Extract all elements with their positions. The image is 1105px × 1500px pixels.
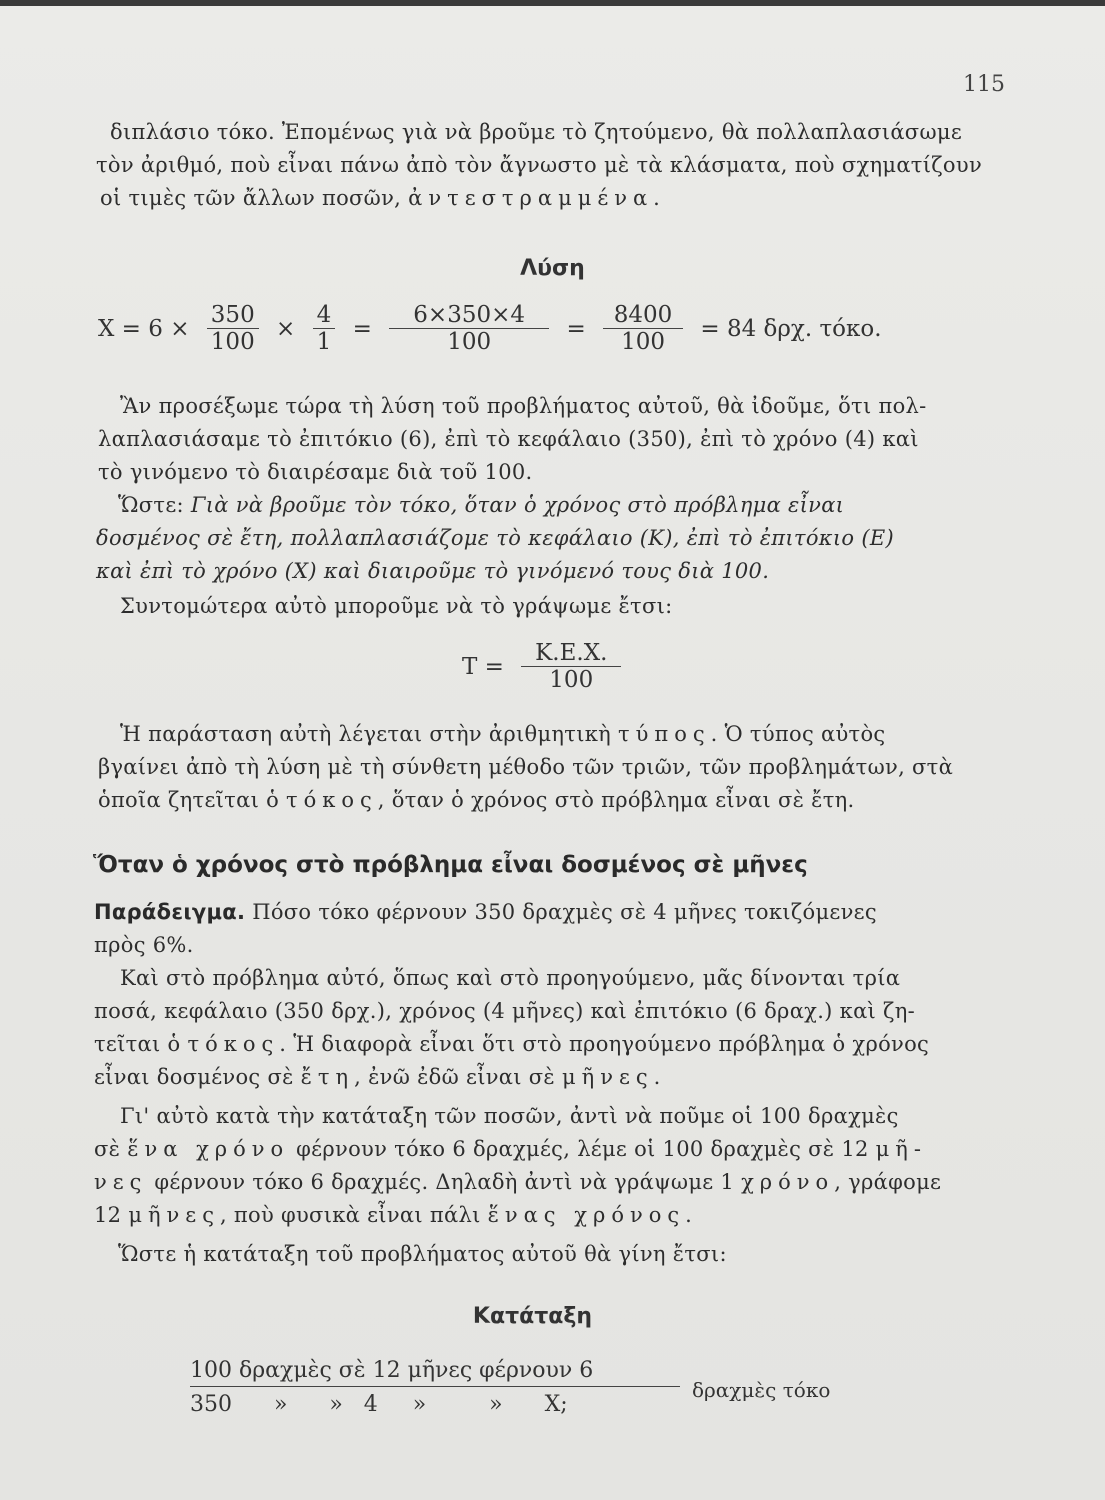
denominator: 100 [549, 667, 594, 693]
text-line: Ἂν προσέξωμε τώρα τὴ λύση τοῦ προβλήματος αὐτοῦ, θὰ ἰδοῦμε, ὅτι πολ- [120, 394, 927, 418]
explanation-paragraph [98, 390, 998, 489]
page-number: 115 [963, 72, 1005, 97]
formula-lhs: T = [462, 653, 504, 680]
intro-paragraph [96, 116, 1010, 215]
denominator: 100 [447, 329, 492, 355]
text-line: Καὶ στὸ πρόβλημα αὐτό, ὅπως καὶ στὸ προηγούμενο, μᾶς δίνονται τρία [120, 966, 901, 990]
rule-prefix: Ὥστε: [118, 493, 191, 517]
spaced-word: μῆνες [561, 1065, 654, 1089]
spaced-word: ἕνας χρόνος [487, 1203, 686, 1227]
equals-sign: = [566, 315, 586, 342]
text-segment: σὲ [94, 1137, 128, 1161]
text-segment: , ποὺ φυσικὰ εἶναι πάλι [219, 1203, 488, 1227]
text-line: δοσμένος σὲ ἔτη, πολλαπλασιάζομε τὸ κεφάλαιο (Κ), ἐπὶ τὸ ἐπιτόκιο (Ε) [96, 526, 894, 550]
numerator: Κ.Ε.Χ. [521, 640, 621, 667]
spaced-word: τόκος [286, 788, 378, 812]
text-line: λαπλασιάσαμε τὸ ἐπιτόκιο (6), ἐπὶ τὸ κεφάλαιο (350), ἐπὶ τὸ χρόνο (4) καὶ [98, 427, 919, 451]
formula-t [452, 640, 621, 693]
fraction [313, 302, 336, 355]
comparison-paragraph [94, 962, 994, 1094]
fraction [207, 302, 259, 355]
text-line: διπλάσιο τόκο. Ἐπομένως γιὰ νὰ βροῦμε τὸ ζητούμενο, θὰ πολλαπλασιάσωμε [110, 120, 962, 144]
table-side-label: δραχμὲς τόκο [692, 1378, 831, 1402]
text-line: ποσά, κεφάλαιο (350 δρχ.), χρόνος (4 μῆνες) καὶ ἐπιτόκιο (6 δραχ.) καὶ ζη- [94, 999, 916, 1023]
denominator: 1 [316, 329, 332, 355]
spaced-word: ἕνα χρόνο [127, 1137, 290, 1161]
text-segment: , γράφομε [834, 1170, 942, 1194]
text-line: οἱ τιμὲς τῶν ἄλλων ποσῶν, [100, 186, 409, 210]
text-segment: . Ὁ τύπος αὐτὸς [710, 722, 886, 746]
text-segment: , ὅταν ὁ χρόνος στὸ πρόβλημα εἶναι σὲ ἔτη. [377, 788, 855, 812]
arrangement-paragraph [94, 1100, 994, 1232]
solution-heading: Λύση [520, 256, 585, 281]
text-line: καὶ ἐπὶ τὸ χρόνο (Χ) καὶ διαιροῦμε τὸ γινόμενό τους διὰ 100. [96, 559, 770, 583]
shorter-line: Συντομώτερα αὐτὸ μποροῦμε νὰ τὸ γράψωμε ἔτσι: [120, 594, 673, 618]
fraction [603, 302, 683, 355]
numerator: 350 [207, 302, 259, 329]
interest-formula [88, 302, 892, 355]
spaced-word: νες [94, 1170, 148, 1194]
formula-result: = 84 δρχ. τόκο. [700, 315, 882, 342]
numerator: 6×350×4 [389, 302, 549, 329]
text-segment: φέρνουν τόκο 6 δραχμές, λέμε οἱ 100 δραχμὲς σὲ 12 [289, 1137, 876, 1161]
text-segment: Πόσο τόκο φέρνουν 350 δραχμὲς σὲ 4 μῆνες τοκιζόμενες [245, 900, 877, 924]
text-line: πρὸς 6%. [94, 933, 194, 957]
section-heading: Ὅταν ὁ χρόνος στὸ πρόβλημα εἶναι δοσμένος σὲ μῆνες [93, 852, 808, 878]
spaced-word: χρόνο [741, 1170, 835, 1194]
spaced-word: μῆ- [875, 1137, 927, 1161]
text-segment: . [685, 1203, 693, 1227]
denominator: 100 [621, 329, 666, 355]
spaced-word: μῆνες [128, 1203, 220, 1227]
text-segment: . [653, 1065, 661, 1089]
example-label: Παράδειγμα. [94, 900, 246, 924]
scan-edge [0, 0, 1105, 6]
text-segment: εἶναι δοσμένος σὲ [94, 1065, 301, 1089]
table-heading: Κατάταξη [472, 1304, 593, 1329]
equals-sign: = [352, 315, 372, 342]
spaced-word: τόκος [187, 1032, 280, 1056]
numerator: 4 [313, 302, 336, 329]
text-segment: Ἡ παράσταση αὐτὴ λέγεται στὴν ἀριθμητικὴ [120, 722, 619, 746]
text-segment: βγαίνει ἀπὸ τὴ λύση μὲ τὴ σύνθετη μέθοδο τῶν τριῶν, τῶν προβλημάτων, στὰ [98, 755, 954, 779]
table-row: 350 » » 4 » » X; [190, 1392, 568, 1417]
denominator: 100 [210, 329, 255, 355]
fraction [389, 302, 549, 355]
times-sign: × [276, 315, 296, 342]
spaced-word: ἀντεστραμμένα. [408, 186, 666, 210]
text-line: Γι' αὐτὸ κατὰ τὴν κατάταξη τῶν ποσῶν, ἀντὶ νὰ ποῦμε οἱ 100 δραχμὲς [120, 1104, 899, 1128]
spaced-word: ἔτη [300, 1065, 355, 1089]
formula-paragraph [98, 718, 998, 817]
spaced-word: τύπος [618, 722, 711, 746]
formula-lhs: X = 6 × [98, 315, 190, 342]
text-segment: ὁποῖα ζητεῖται ὁ [98, 788, 286, 812]
rule-paragraph [96, 489, 996, 588]
text-segment: φέρνουν τόκο 6 δραχμές. Δηλαδὴ ἀντὶ νὰ γράψωμε 1 [147, 1170, 742, 1194]
numerator: 8400 [603, 302, 683, 329]
text-line: Γιὰ νὰ βροῦμε τὸν τόκο, ὅταν ὁ χρόνος στὸ πρόβλημα εἶναι [190, 493, 845, 517]
conclusion-line: Ὥστε ἡ κατάταξη τοῦ προβλήματος αὐτοῦ θὰ γίνη ἔτσι: [118, 1242, 727, 1266]
text-line: τὸν ἀριθμό, ποὺ εἶναι πάνω ἀπὸ τὸν ἄγνωστο μὲ τὰ κλάσματα, ποὺ σχηματίζουν [96, 153, 983, 177]
fraction [521, 640, 621, 693]
text-segment: , ἐνῶ ἐδῶ εἶναι σὲ [354, 1065, 562, 1089]
example-paragraph [94, 896, 994, 962]
text-segment: 12 [94, 1203, 129, 1227]
text-line: τὸ γινόμενο τὸ διαιρέσαμε διὰ τοῦ 100. [98, 460, 533, 484]
table-row: 100 δραχμὲς σὲ 12 μῆνες φέρνουν 6 [190, 1358, 594, 1383]
table-divider [190, 1386, 680, 1387]
text-segment: . Ἡ διαφορὰ εἶναι ὅτι στὸ προηγούμενο πρόβλημα ὁ χρόνος [279, 1032, 930, 1056]
text-segment: τεῖται ὁ [94, 1032, 188, 1056]
